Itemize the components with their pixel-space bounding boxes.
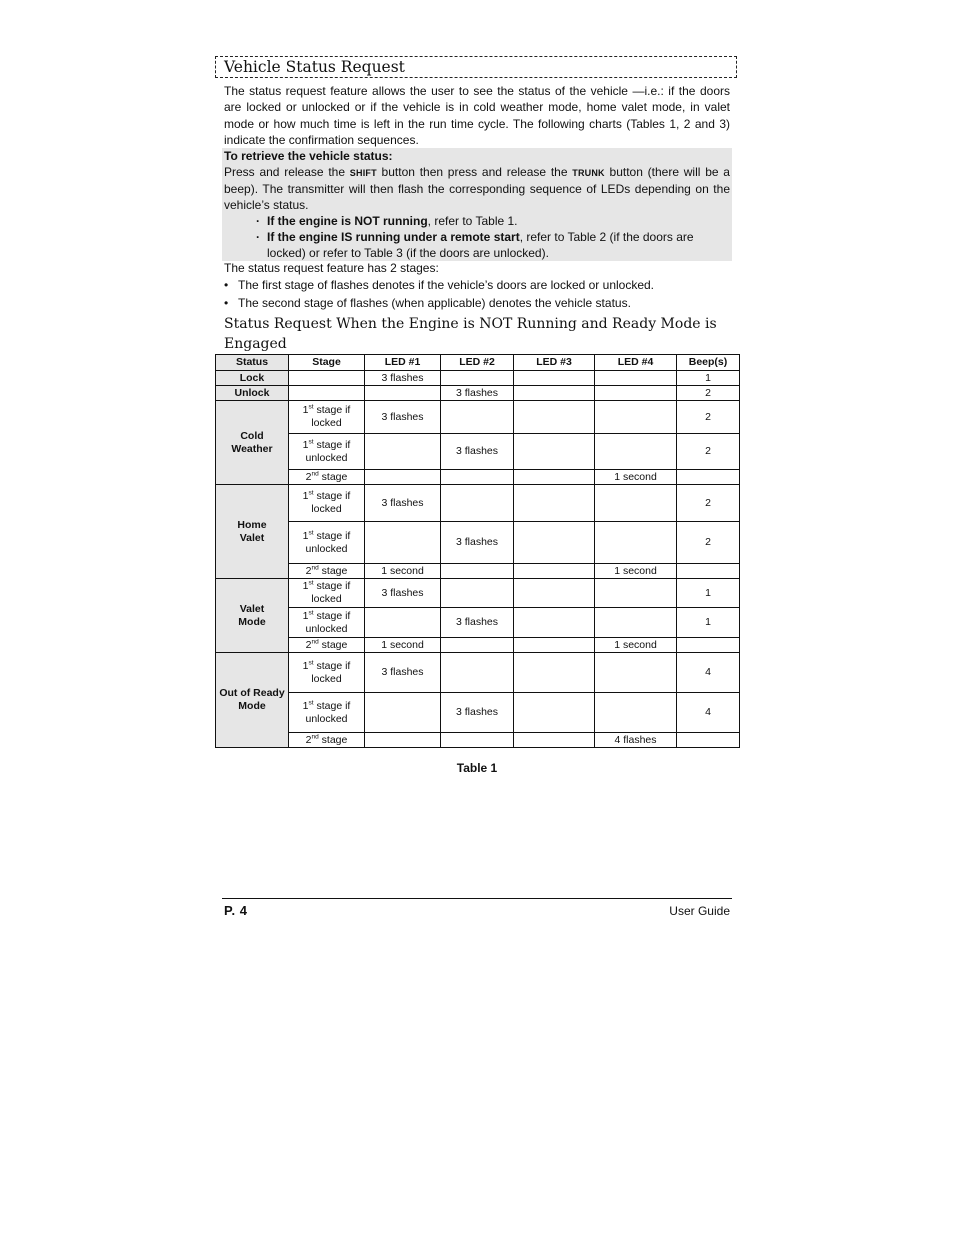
header-cell: Beep(s) xyxy=(677,355,740,371)
stages-intro: The status request feature has 2 stages: xyxy=(224,261,439,275)
stage-cell: 2nd stage xyxy=(289,470,365,485)
footer-guide-label: User Guide xyxy=(669,904,730,918)
led1-cell: 3 flashes xyxy=(365,401,441,434)
led1-cell: 3 flashes xyxy=(365,371,441,386)
status-cell: Home Valet xyxy=(216,485,289,579)
table-row xyxy=(216,693,740,733)
led2-cell xyxy=(441,470,514,485)
led3-cell xyxy=(514,653,595,693)
beeps-cell: 1 xyxy=(677,371,740,386)
led3-cell xyxy=(514,371,595,386)
intro-paragraph: The status request feature allows the user to see the status of the vehicle —i.e.: if the doors are locked or unlocked or if the vehicle is in cold weather mode, home valet mode, in valet mode or how much time is left in the run time cycle. The following charts (Tables 1, 2 and 3) indicate the confirmation sequences. xyxy=(224,84,730,147)
led4-cell xyxy=(595,485,677,522)
header-cell: LED #1 xyxy=(365,355,441,371)
footer-divider xyxy=(222,898,732,899)
led3-cell xyxy=(514,638,595,653)
stage-cell: 1st stage if unlocked xyxy=(289,522,365,564)
stage-cell: 1st stage if locked xyxy=(289,485,365,522)
beeps-cell xyxy=(677,638,740,653)
led3-cell xyxy=(514,733,595,748)
procedure-text: Press and release the SHIFT button then press and release the TRUNK button (there will be a beep). The transmitter will then flash the corresponding sequence of LEDs depending on the vehicle’s status. xyxy=(224,165,730,212)
led4-cell xyxy=(595,608,677,638)
led4-cell: 4 flashes xyxy=(595,733,677,748)
stage-cell: 1st stage if unlocked xyxy=(289,434,365,470)
table-row xyxy=(216,653,740,693)
led4-cell xyxy=(595,401,677,434)
beeps-cell xyxy=(677,470,740,485)
table-row xyxy=(216,608,740,638)
stage-bullet: • The first stage of flashes denotes if the vehicle’s doors are locked or unlocked. xyxy=(224,278,655,292)
stage-cell: 1st stage if unlocked xyxy=(289,608,365,638)
led2-cell xyxy=(441,733,514,748)
header-cell: LED #4 xyxy=(595,355,677,371)
stage-cell: 1st stage if locked xyxy=(289,579,365,608)
header-cell: Status xyxy=(216,355,289,371)
shift-button-label: SHIFT xyxy=(349,168,377,178)
beeps-cell xyxy=(677,733,740,748)
led1-cell xyxy=(365,386,441,401)
table-row xyxy=(216,638,740,653)
beeps-cell: 2 xyxy=(677,485,740,522)
status-cell: Unlock xyxy=(216,386,289,401)
table-caption: Table 1 xyxy=(456,761,498,775)
led3-cell xyxy=(514,401,595,434)
stage-cell: 2nd stage xyxy=(289,564,365,579)
trunk-button-label: TRUNK xyxy=(572,168,605,178)
status-cell: Out of Ready Mode xyxy=(216,653,289,748)
led3-cell xyxy=(514,579,595,608)
table-row xyxy=(216,579,740,608)
led3-cell xyxy=(514,522,595,564)
beeps-cell: 2 xyxy=(677,386,740,401)
stage-bullet: • The second stage of flashes (when applicable) denotes the vehicle status. xyxy=(224,296,631,310)
table-row xyxy=(216,470,740,485)
led4-cell: 1 second xyxy=(595,470,677,485)
led4-cell: 1 second xyxy=(595,564,677,579)
led3-cell xyxy=(514,485,595,522)
section-title-box xyxy=(215,56,737,78)
led1-cell xyxy=(365,522,441,564)
led2-cell xyxy=(441,371,514,386)
led4-cell: 1 second xyxy=(595,638,677,653)
table-row xyxy=(216,386,740,401)
led4-cell xyxy=(595,693,677,733)
page-number: P. 4 xyxy=(224,903,248,918)
status-cell: Lock xyxy=(216,371,289,386)
beeps-cell: 4 xyxy=(677,653,740,693)
led1-cell xyxy=(365,693,441,733)
led2-cell: 3 flashes xyxy=(441,608,514,638)
header-cell: LED #3 xyxy=(514,355,595,371)
led1-cell: 3 flashes xyxy=(365,579,441,608)
beeps-cell: 1 xyxy=(677,608,740,638)
header-cell: Stage xyxy=(289,355,365,371)
led2-cell xyxy=(441,638,514,653)
status-cell: Valet Mode xyxy=(216,579,289,653)
led2-cell: 3 flashes xyxy=(441,386,514,401)
led3-cell xyxy=(514,386,595,401)
procedure-box xyxy=(222,148,732,261)
stage-cell: 1st stage if unlocked xyxy=(289,693,365,733)
status-cell: Cold Weather xyxy=(216,401,289,485)
led3-cell xyxy=(514,608,595,638)
led4-cell xyxy=(595,653,677,693)
led1-cell xyxy=(365,470,441,485)
led2-cell xyxy=(441,485,514,522)
stage-cell: 2nd stage xyxy=(289,638,365,653)
stage-cell xyxy=(289,386,365,401)
led1-cell: 1 second xyxy=(365,638,441,653)
table-row xyxy=(216,401,740,434)
led4-cell xyxy=(595,579,677,608)
led4-cell xyxy=(595,386,677,401)
led3-cell xyxy=(514,470,595,485)
led3-cell xyxy=(514,434,595,470)
header-cell: LED #2 xyxy=(441,355,514,371)
led1-cell: 3 flashes xyxy=(365,485,441,522)
beeps-cell: 2 xyxy=(677,434,740,470)
stage-cell: 1st stage if locked xyxy=(289,401,365,434)
led1-cell: 1 second xyxy=(365,564,441,579)
led1-cell xyxy=(365,434,441,470)
led2-cell xyxy=(441,401,514,434)
led1-cell xyxy=(365,608,441,638)
beeps-cell: 4 xyxy=(677,693,740,733)
table-row xyxy=(216,564,740,579)
table-row xyxy=(216,371,740,386)
table-row xyxy=(216,522,740,564)
table-header-row xyxy=(216,355,740,371)
stage-cell xyxy=(289,371,365,386)
stage-cell: 1st stage if locked xyxy=(289,653,365,693)
procedure-bullet: · If the engine is NOT running, refer to Table 1. xyxy=(256,214,518,228)
led3-cell xyxy=(514,564,595,579)
beeps-cell xyxy=(677,564,740,579)
beeps-cell: 2 xyxy=(677,401,740,434)
table-row xyxy=(216,733,740,748)
status-table xyxy=(215,354,740,748)
led2-cell xyxy=(441,579,514,608)
beeps-cell: 1 xyxy=(677,579,740,608)
led1-cell: 3 flashes xyxy=(365,653,441,693)
led2-cell: 3 flashes xyxy=(441,522,514,564)
led3-cell xyxy=(514,693,595,733)
stage-cell: 2nd stage xyxy=(289,733,365,748)
led2-cell xyxy=(441,653,514,693)
procedure-bullet: · If the engine IS running under a remote start, refer to Table 2 (if the doors are locked) or refer to Table 3 (if the doors are unlocked). xyxy=(256,230,694,260)
led4-cell xyxy=(595,522,677,564)
procedure-heading: To retrieve the vehicle status: xyxy=(224,149,393,163)
led4-cell xyxy=(595,371,677,386)
table-subheading: Status Request When the Engine is NOT Running and Ready Mode is Engaged xyxy=(224,316,717,352)
beeps-cell: 2 xyxy=(677,522,740,564)
led2-cell: 3 flashes xyxy=(441,693,514,733)
led2-cell: 3 flashes xyxy=(441,434,514,470)
section-title: Vehicle Status Request xyxy=(224,58,405,76)
led1-cell xyxy=(365,733,441,748)
led2-cell xyxy=(441,564,514,579)
led4-cell xyxy=(595,434,677,470)
table-row xyxy=(216,434,740,470)
table-row xyxy=(216,485,740,522)
